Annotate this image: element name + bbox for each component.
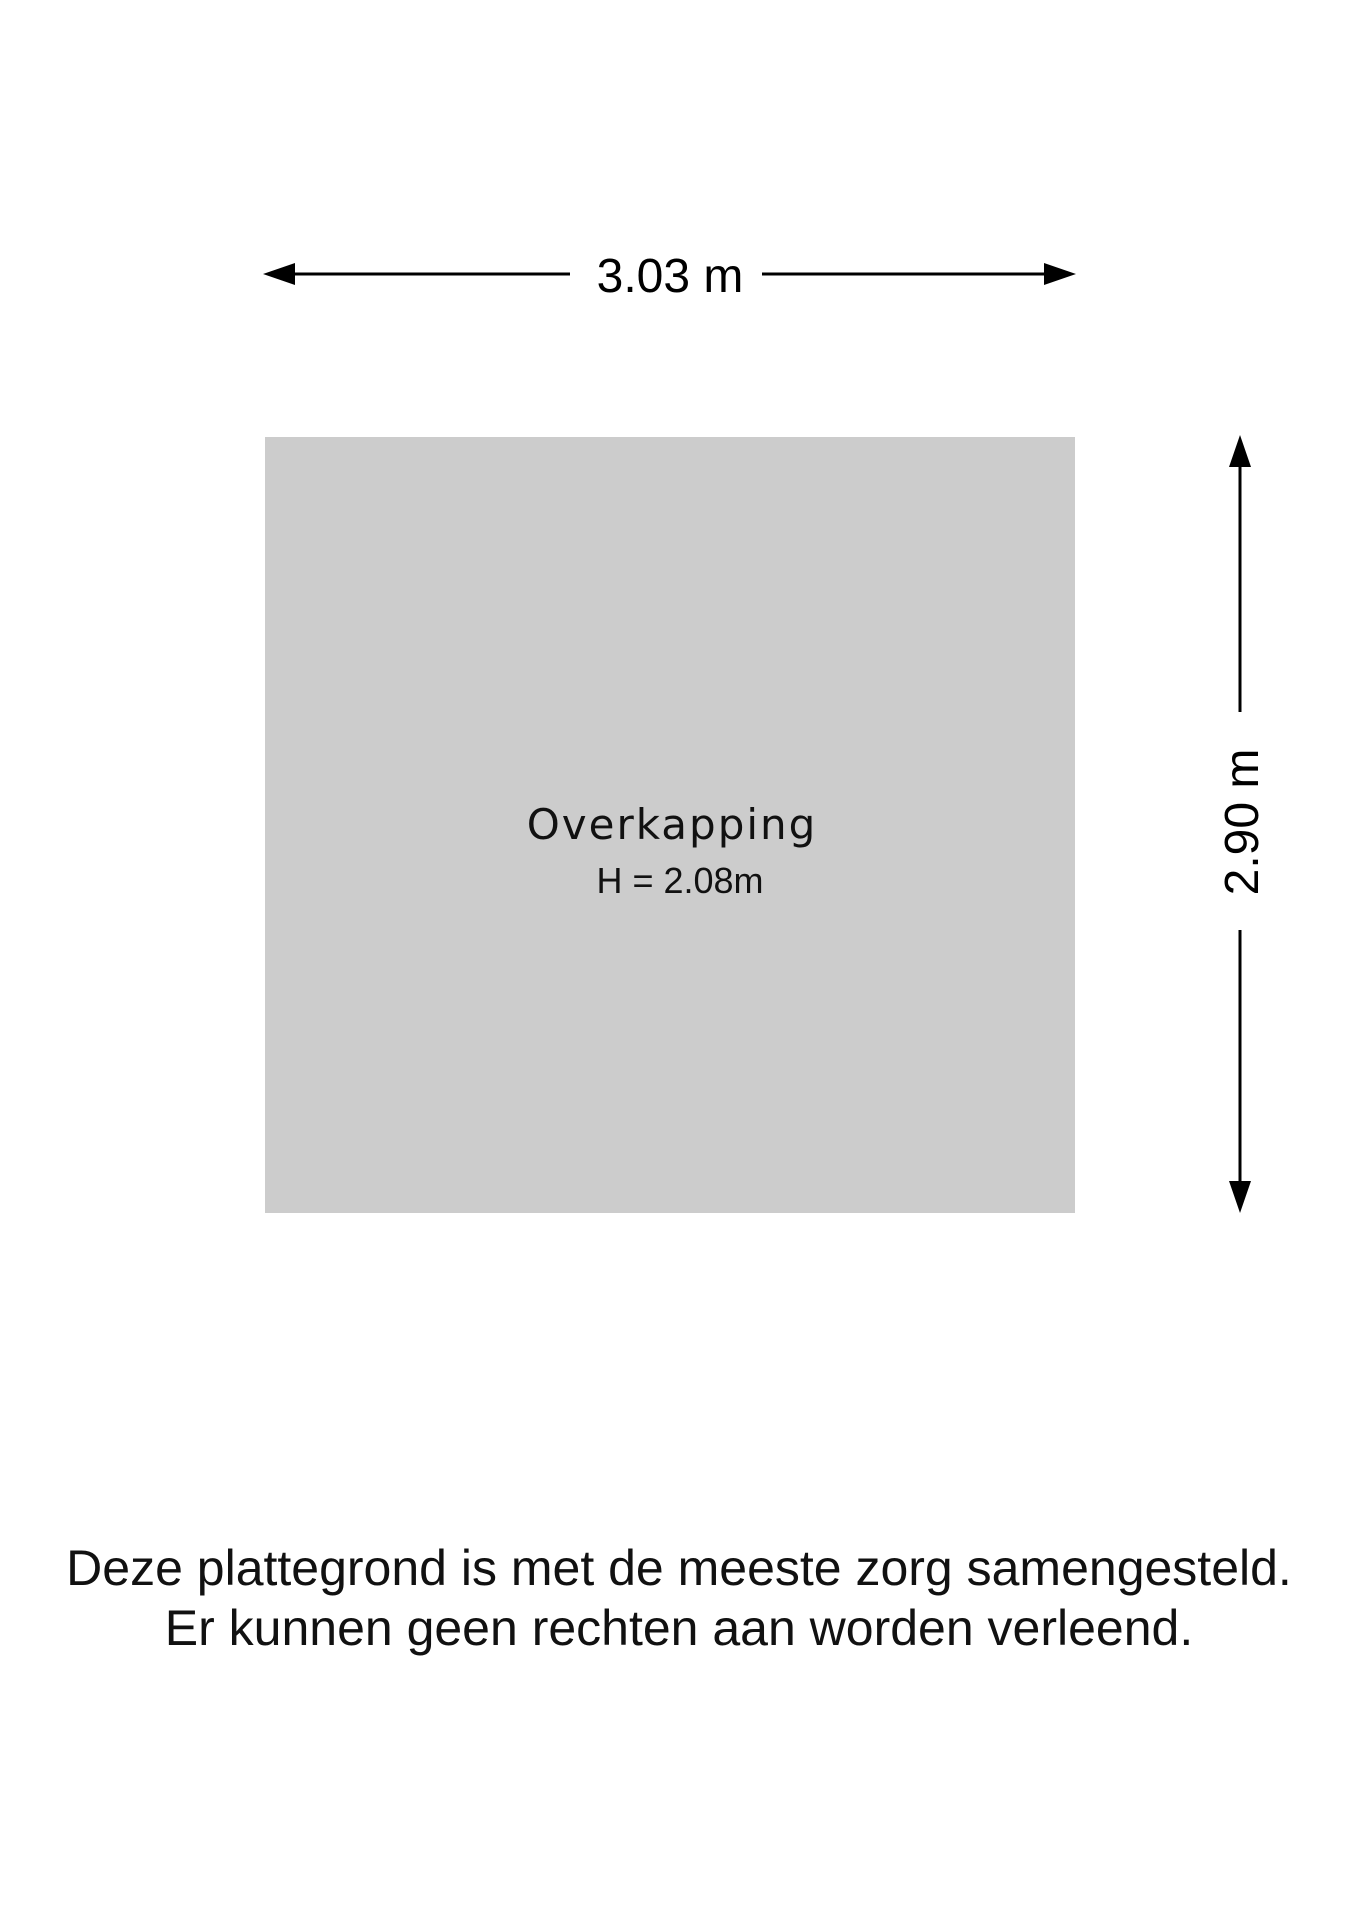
disclaimer-line-2: Er kunnen geen rechten aan worden verleend. xyxy=(164,1600,1194,1656)
room-name: Overkapping xyxy=(526,800,818,849)
width-dimension xyxy=(263,250,1076,303)
width-dimension-label: 3.03 m xyxy=(596,250,744,303)
disclaimer xyxy=(0,1538,1358,1658)
depth-dimension xyxy=(1216,435,1269,1213)
depth-dimension-label: 2.90 m xyxy=(1216,748,1269,896)
room-height: H = 2.08m xyxy=(596,860,764,901)
arrow-right-icon xyxy=(1044,263,1076,285)
arrow-up-icon xyxy=(1229,435,1251,467)
disclaimer-line-1: Deze plattegrond is met de meeste zorg samengesteld. xyxy=(66,1540,1292,1596)
arrow-left-icon xyxy=(263,263,295,285)
arrow-down-icon xyxy=(1229,1181,1251,1213)
